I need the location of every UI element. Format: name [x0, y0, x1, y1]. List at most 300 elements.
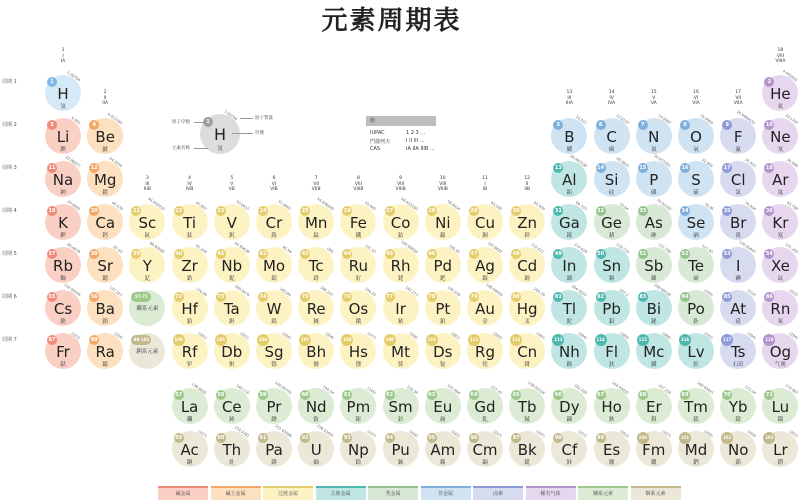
element-cell[interactable]: [678, 157, 714, 197]
element-cell[interactable]: [298, 423, 335, 467]
element-cell[interactable]: [678, 333, 714, 369]
element-name: 鈇: [608, 362, 615, 368]
element-symbol: Kr: [772, 214, 789, 232]
atomic-mass: (281): [450, 331, 461, 341]
element-symbol: Ce: [221, 398, 242, 416]
element-symbol: Co: [390, 214, 411, 232]
element-symbol: W: [266, 300, 282, 318]
element-cell[interactable]: [425, 431, 461, 467]
atomic-number: 5: [553, 120, 563, 130]
element-cell[interactable]: [551, 431, 587, 467]
atomic-number: 100: [637, 432, 649, 444]
element-cell[interactable]: [87, 112, 124, 154]
element-cell[interactable]: [214, 383, 250, 424]
element-cell[interactable]: [87, 285, 124, 326]
element-symbol: Se: [686, 214, 706, 232]
element-cell[interactable]: [509, 333, 545, 369]
atomic-number: 36: [765, 208, 773, 214]
element-name: 銅: [482, 233, 488, 239]
element-cell[interactable]: [383, 285, 419, 326]
element-cell[interactable]: [594, 242, 630, 283]
atomic-number: 105: [215, 334, 227, 346]
element-name: 鐠: [271, 417, 277, 423]
element-cell[interactable]: [340, 243, 377, 283]
element-cell[interactable]: [594, 431, 630, 467]
element-cell[interactable]: [87, 156, 124, 197]
atomic-number: 9: [722, 120, 732, 130]
element-cell[interactable]: [636, 282, 672, 326]
element-cell[interactable]: [45, 333, 81, 369]
element-name: 石田: [732, 362, 744, 368]
atomic-mass: (293): [703, 331, 714, 341]
element-symbol: Po: [687, 300, 705, 318]
element-symbol: Pu: [391, 441, 410, 459]
legend-atomic-number-label: 原子序数: [172, 120, 190, 125]
element-cell[interactable]: [172, 200, 208, 240]
element-cell[interactable]: [720, 109, 757, 154]
element-symbol: Ac: [180, 441, 199, 459]
element-cell[interactable]: [720, 200, 757, 240]
element-name: 鈷: [397, 233, 404, 239]
element-cell[interactable]: [594, 156, 630, 197]
atomic-mass: (266): [281, 331, 292, 341]
element-symbol: Au: [475, 300, 495, 318]
element-name: 鈣: [102, 233, 108, 239]
element-cell[interactable]: [45, 70, 81, 111]
element-cell[interactable]: [509, 431, 545, 467]
element-cell[interactable]: [383, 384, 419, 424]
element-cell[interactable]: [762, 69, 799, 111]
element-symbol: U: [310, 441, 322, 459]
atomic-mass: 144.24: [321, 384, 335, 396]
element-cell[interactable]: [45, 242, 81, 283]
element-cell[interactable]: [678, 204, 714, 240]
element-cell[interactable]: [551, 200, 588, 240]
atomic-number: 59: [259, 392, 267, 398]
element-cell[interactable]: [172, 382, 208, 424]
group-label: 5 V VB: [228, 176, 235, 192]
element-cell[interactable]: [425, 333, 461, 369]
atomic-mass: (264): [323, 331, 335, 341]
atomic-number: 93: [343, 435, 351, 441]
element-cell[interactable]: [762, 113, 799, 154]
series-placeholder[interactable]: [129, 290, 165, 326]
atomic-number: 41: [217, 251, 225, 257]
element-cell[interactable]: [214, 241, 250, 283]
atomic-mass: 14.0067: [657, 113, 672, 126]
atomic-number: 21: [132, 208, 140, 214]
element-cell[interactable]: [636, 153, 672, 197]
element-name: 釓: [482, 417, 488, 423]
atomic-mass: 50.9415: [235, 199, 250, 212]
element-cell[interactable]: [636, 383, 672, 424]
element-name: 氙: [777, 276, 784, 282]
element-cell[interactable]: [762, 383, 799, 424]
atomic-mass: 55.845: [363, 200, 377, 212]
element-cell[interactable]: [720, 239, 757, 283]
element-cell[interactable]: [594, 204, 630, 240]
atomic-number: 43: [301, 251, 309, 257]
atomic-mass: 10.811: [574, 114, 588, 126]
atomic-mass: 157.25: [490, 384, 503, 396]
element-cell[interactable]: [678, 380, 714, 424]
element-symbol: Rg: [475, 343, 495, 361]
element-cell[interactable]: [340, 431, 376, 467]
element-name: 鉈: [566, 319, 573, 325]
element-cell[interactable]: [509, 380, 546, 424]
atomic-number: 101: [679, 432, 691, 444]
element-cell[interactable]: [467, 282, 503, 326]
element-cell[interactable]: [298, 285, 335, 326]
atomic-number: 75: [301, 294, 309, 300]
element-name: 鎶: [524, 362, 530, 368]
element-cell[interactable]: [383, 239, 419, 283]
element-cell[interactable]: [594, 113, 630, 154]
element-cell[interactable]: [636, 333, 672, 369]
element-cell[interactable]: [467, 333, 503, 369]
element-cell[interactable]: [340, 388, 376, 424]
element-cell[interactable]: [340, 333, 376, 369]
element-symbol: Nh: [559, 343, 580, 361]
element-cell[interactable]: [551, 284, 588, 326]
element-symbol: Sr: [97, 257, 114, 275]
element-symbol: Np: [348, 441, 369, 459]
element-name: 鉭: [229, 319, 235, 325]
atomic-mass: 151.964: [446, 383, 461, 396]
element-name: 銩: [693, 417, 699, 423]
element-cell[interactable]: [87, 333, 123, 369]
element-symbol: P: [649, 171, 659, 189]
element-cell[interactable]: [551, 242, 588, 283]
atomic-mass: (243): [450, 429, 461, 439]
element-cell[interactable]: [87, 200, 124, 240]
atomic-mass: 102.90550: [400, 239, 419, 255]
legend-symbol-label: 符號: [255, 131, 264, 136]
element-cell[interactable]: [129, 241, 166, 283]
element-cell[interactable]: [551, 333, 587, 369]
element-cell[interactable]: [45, 118, 81, 154]
element-cell[interactable]: [214, 284, 250, 326]
element-cell[interactable]: [340, 286, 377, 326]
element-cell[interactable]: [214, 199, 250, 240]
element-cell[interactable]: [87, 247, 123, 283]
atomic-mass: (277): [366, 331, 377, 341]
element-cell[interactable]: [762, 290, 798, 326]
element-cell[interactable]: [720, 333, 756, 369]
element-cell[interactable]: [383, 196, 419, 240]
element-cell[interactable]: [720, 157, 757, 197]
element-name: 釩: [229, 233, 235, 239]
atomic-mass: 127.60: [701, 243, 714, 255]
element-symbol: I: [735, 257, 741, 275]
group-label: 17 VII VIIA: [733, 90, 743, 106]
element-cell[interactable]: [594, 333, 630, 369]
element-symbol: Fr: [56, 343, 70, 361]
legend-sample-symbol: H: [213, 125, 227, 144]
element-name: 鏌: [651, 362, 657, 368]
element-cell[interactable]: [594, 380, 630, 424]
element-cell[interactable]: [425, 199, 461, 240]
atomic-mass: 20.1797: [783, 113, 799, 126]
element-cell[interactable]: [551, 153, 588, 197]
element-cell[interactable]: [298, 247, 334, 283]
atomic-mass: (289): [619, 331, 630, 341]
element-name: 錼: [355, 460, 362, 466]
element-symbol: Og: [769, 343, 792, 361]
element-symbol: Sn: [602, 257, 622, 275]
atomic-number: 31: [554, 208, 562, 214]
period-label: 周期 2: [2, 122, 17, 128]
element-cell[interactable]: [256, 286, 292, 326]
element-cell[interactable]: [298, 384, 335, 424]
atomic-mass: 132.90545: [62, 282, 81, 298]
element-name: 汞: [524, 319, 530, 325]
element-cell[interactable]: [762, 431, 798, 467]
category-legend-item: 锕系元素: [631, 486, 681, 500]
element-cell[interactable]: [45, 282, 81, 326]
element-cell[interactable]: [678, 290, 714, 326]
atomic-number: 3: [47, 120, 57, 130]
atomic-number: 78: [428, 294, 436, 300]
atomic-mass: 15.9994: [699, 113, 714, 126]
atomic-mass: 35.453: [743, 157, 757, 169]
atomic-number: 18: [765, 165, 773, 171]
element-symbol: Cd: [517, 257, 538, 275]
atomic-mass: 28.0855: [615, 156, 630, 169]
atomic-mass: 232.0381: [233, 425, 250, 439]
atomic-number: 117: [721, 334, 733, 346]
element-name: 錒: [186, 460, 193, 466]
element-cell[interactable]: [720, 431, 756, 467]
element-name: 硒: [693, 233, 699, 239]
group-notation-title: 族: [370, 118, 376, 124]
atomic-mass: 44.955910: [147, 196, 166, 212]
element-cell[interactable]: [636, 198, 672, 240]
element-name: 錸: [313, 319, 319, 325]
element-cell[interactable]: [256, 380, 292, 424]
element-cell[interactable]: [214, 333, 250, 369]
atomic-mass: 168.93421: [695, 380, 714, 396]
element-cell[interactable]: [256, 199, 292, 240]
atomic-mass: (209): [703, 288, 714, 298]
atomic-mass: (294): [788, 331, 799, 341]
element-symbol: Li: [56, 128, 70, 146]
element-symbol: Tc: [308, 257, 324, 275]
element-cell[interactable]: [720, 384, 757, 424]
element-symbol: Lu: [771, 398, 790, 416]
atomic-number: 98: [554, 435, 562, 441]
element-cell[interactable]: [509, 286, 546, 326]
atomic-mass: (285): [534, 331, 546, 341]
atomic-mass: 158.92534: [526, 380, 546, 396]
element-cell[interactable]: [383, 333, 419, 369]
element-cell[interactable]: [467, 384, 503, 424]
element-symbol: Pr: [266, 398, 282, 416]
element-cell[interactable]: [636, 113, 672, 154]
element-symbol: O: [690, 128, 702, 146]
atomic-mass: 18.9984032: [736, 109, 757, 126]
category-legend-item: 镧系元素: [578, 486, 628, 500]
atomic-mass: 167.259: [657, 383, 672, 396]
atomic-mass: (210): [745, 288, 757, 298]
element-cell[interactable]: [636, 242, 672, 283]
element-cell[interactable]: [467, 241, 503, 283]
element-cell[interactable]: [551, 114, 588, 154]
element-cell[interactable]: [762, 200, 799, 240]
element-symbol: Pa: [265, 441, 283, 459]
atomic-mass: 208.98038: [653, 282, 672, 298]
atomic-mass: 79.904: [743, 200, 757, 212]
element-cell[interactable]: [720, 290, 756, 326]
element-cell[interactable]: [172, 286, 208, 326]
atomic-mass: 131.293: [783, 242, 799, 255]
element-cell[interactable]: [214, 425, 250, 467]
element-symbol: Rh: [390, 257, 411, 275]
element-name: 鍶: [102, 276, 108, 282]
element-name: 鈥: [608, 417, 615, 423]
atomic-number: 56: [90, 294, 98, 300]
element-name: 鍺: [608, 233, 615, 239]
element-cell[interactable]: [172, 243, 208, 283]
atomic-mass: 140.90765: [273, 380, 292, 396]
atomic-number: 62: [386, 392, 394, 398]
element-cell[interactable]: [467, 200, 503, 240]
group-label: 11 I IB: [482, 176, 488, 192]
element-cell[interactable]: [298, 196, 335, 240]
element-cell[interactable]: [467, 431, 503, 467]
element-name: 鉕: [355, 417, 362, 423]
element-name: 銪: [440, 417, 446, 423]
atomic-mass: (222): [788, 288, 799, 298]
element-name: 鐿: [735, 417, 741, 423]
series-placeholder[interactable]: [129, 333, 165, 369]
element-symbol: Nd: [305, 398, 327, 416]
element-cell[interactable]: [762, 333, 798, 369]
atomic-mass: (257): [661, 429, 672, 439]
element-name: 釹: [313, 417, 319, 423]
element-cell[interactable]: [678, 113, 714, 154]
atomic-mass: 65.409: [532, 200, 546, 212]
element-cell[interactable]: [172, 431, 208, 467]
group-label: 4 IV IVB: [185, 176, 194, 192]
element-cell[interactable]: [340, 200, 377, 240]
element-name: 𬬭: [482, 362, 488, 368]
atomic-number: 30: [512, 208, 520, 214]
atomic-mass: 6.941: [70, 116, 81, 126]
atomic-mass: 26.981538: [569, 153, 588, 169]
element-symbol: Cs: [53, 300, 73, 318]
element-name: 氡: [777, 319, 784, 325]
atomic-number: 102: [721, 432, 733, 444]
atomic-number: 27: [386, 208, 394, 214]
element-symbol: Fm: [642, 441, 666, 459]
atomic-number: 60: [301, 392, 309, 398]
atomic-number: 2: [764, 77, 774, 87]
element-cell[interactable]: [172, 333, 208, 369]
atomic-number: 58: [217, 392, 225, 398]
group-label: 10 VIII VIIIB: [437, 176, 448, 192]
element-cell[interactable]: [594, 290, 630, 326]
element-name: 氮: [651, 147, 657, 153]
atomic-number: 72: [175, 294, 183, 300]
element-name: 氪: [777, 233, 784, 239]
atomic-number: 115: [637, 334, 649, 346]
atomic-number: 118: [763, 334, 775, 346]
atomic-number: 116: [679, 334, 691, 346]
element-name: 釤: [397, 417, 404, 423]
group-label: 6 VI VIB: [270, 176, 278, 192]
atomic-number: 29: [470, 208, 478, 214]
element-symbol: Bk: [517, 441, 537, 459]
element-cell[interactable]: [425, 285, 461, 326]
element-name: 銻: [651, 276, 657, 282]
atomic-mass: (288): [661, 331, 672, 341]
atomic-mass: 78.96: [703, 202, 714, 212]
category-legend-item: 稀有气体: [526, 486, 576, 500]
element-cell[interactable]: [678, 243, 714, 283]
element-symbol: Br: [729, 214, 747, 232]
atomic-number: 19: [48, 208, 56, 214]
element-cell[interactable]: [256, 247, 292, 283]
category-legend-item: 类金属: [368, 486, 418, 500]
atomic-mass: 58.933200: [400, 196, 419, 212]
element-cell[interactable]: [425, 383, 461, 424]
atomic-number: 10: [765, 122, 773, 128]
element-symbol: Be: [95, 128, 115, 146]
element-cell[interactable]: [256, 333, 292, 369]
element-symbol: Ga: [558, 214, 580, 232]
element-symbol: Db: [221, 343, 243, 361]
element-cell[interactable]: [256, 423, 292, 467]
atomic-mass: 195.078: [446, 285, 461, 298]
element-name: 鐒: [777, 460, 784, 466]
atomic-number: 73: [217, 294, 225, 300]
element-name: 氦: [777, 104, 784, 110]
category-legend-item: 非金属: [421, 486, 471, 500]
element-symbol: Xe: [770, 257, 790, 275]
element-cell[interactable]: [678, 431, 714, 467]
element-name: 鐵: [355, 233, 362, 239]
element-name: 銥: [397, 319, 404, 325]
period-label: 周期 7: [2, 337, 17, 343]
element-name: 釙: [693, 319, 699, 325]
atomic-number: 45: [386, 251, 394, 257]
atomic-number: 111: [468, 334, 480, 346]
element-name: 錫: [608, 276, 615, 282]
element-name: 鈾: [313, 460, 319, 466]
atomic-mass: 30.973761: [653, 153, 672, 169]
element-cell[interactable]: [551, 383, 588, 424]
element-cell[interactable]: [762, 157, 799, 197]
element-symbol: Rb: [53, 257, 73, 275]
page-title: 元素周期表: [321, 6, 462, 36]
element-cell[interactable]: [762, 242, 799, 283]
element-cell[interactable]: [45, 155, 81, 197]
element-name: 氬: [777, 190, 784, 196]
element-cell[interactable]: [636, 431, 672, 467]
element-cell[interactable]: [383, 431, 419, 467]
element-cell[interactable]: [425, 243, 461, 283]
element-cell[interactable]: [129, 196, 166, 240]
element-cell[interactable]: [509, 242, 546, 283]
atomic-mass: 140.116: [235, 383, 250, 396]
element-name: 鋱: [524, 417, 530, 423]
atomic-mass: 91.224: [194, 243, 208, 255]
atomic-mass: 4.002602: [782, 69, 799, 83]
element-cell[interactable]: [298, 333, 334, 369]
element-cell[interactable]: [509, 200, 546, 240]
element-cell[interactable]: [45, 199, 81, 240]
